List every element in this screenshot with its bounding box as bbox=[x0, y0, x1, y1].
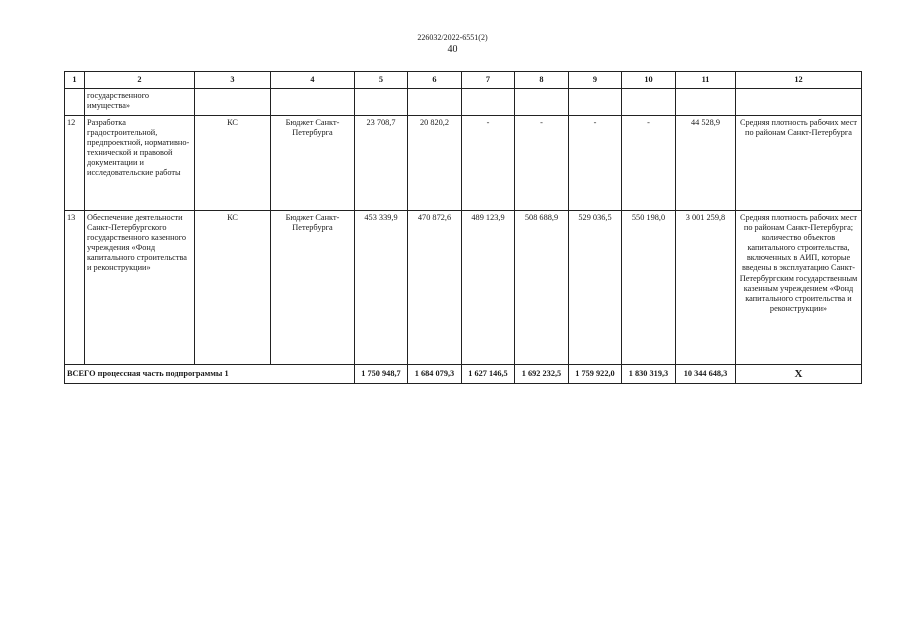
total-value-cell: 10 344 648,3 bbox=[676, 365, 736, 384]
value-cell bbox=[622, 89, 676, 116]
value-cell: - bbox=[515, 116, 569, 211]
header-cell: 11 bbox=[676, 72, 736, 89]
total-value-cell: 1 692 232,5 bbox=[515, 365, 569, 384]
indicator-cell: Средняя плотность рабочих мест по районам Санкт-Петербурга bbox=[736, 116, 862, 211]
header-cell: 5 bbox=[355, 72, 408, 89]
customer-cell bbox=[195, 89, 271, 116]
total-value-cell: 1 759 922,0 bbox=[569, 365, 622, 384]
value-cell: 453 339,9 bbox=[355, 211, 408, 365]
value-cell: 489 123,9 bbox=[462, 211, 515, 365]
activity-name-cell: государственного имущества» bbox=[85, 89, 195, 116]
header-cell: 1 bbox=[65, 72, 85, 89]
value-cell: 3 001 259,8 bbox=[676, 211, 736, 365]
row-number-cell: 13 bbox=[65, 211, 85, 365]
value-cell bbox=[462, 89, 515, 116]
funding-source-cell: Бюджет Санкт-Петербурга bbox=[271, 211, 355, 365]
total-mark-cell: Х bbox=[736, 365, 862, 384]
table-row bbox=[65, 116, 862, 211]
value-cell: 23 708,7 bbox=[355, 116, 408, 211]
value-cell: - bbox=[622, 116, 676, 211]
row-number-cell: 12 bbox=[65, 116, 85, 211]
table-header-row bbox=[65, 72, 862, 89]
header-cell: 3 bbox=[195, 72, 271, 89]
header-cell: 10 bbox=[622, 72, 676, 89]
header-cell: 2 bbox=[85, 72, 195, 89]
value-cell: 550 198,0 bbox=[622, 211, 676, 365]
value-cell: 20 820,2 bbox=[408, 116, 462, 211]
value-cell: - bbox=[462, 116, 515, 211]
total-value-cell: 1 750 948,7 bbox=[355, 365, 408, 384]
activity-name-cell: Обеспечение деятельности Санкт-Петербургского государственного казенного учреждения «Фонд капитального строительства и реконструкции» bbox=[85, 211, 195, 365]
total-row bbox=[65, 365, 862, 384]
funding-source-cell bbox=[271, 89, 355, 116]
customer-cell: КС bbox=[195, 116, 271, 211]
table-row bbox=[65, 211, 862, 365]
total-value-cell: 1 684 079,3 bbox=[408, 365, 462, 384]
header-cell: 4 bbox=[271, 72, 355, 89]
total-value-cell: 1 627 146,5 bbox=[462, 365, 515, 384]
total-label: ВСЕГО процессная часть подпрограммы 1 bbox=[65, 365, 355, 384]
total-value-cell: 1 830 319,3 bbox=[622, 365, 676, 384]
header-cell: 8 bbox=[515, 72, 569, 89]
row-number-cell bbox=[65, 89, 85, 116]
value-cell: 470 872,6 bbox=[408, 211, 462, 365]
indicator-cell bbox=[736, 89, 862, 116]
value-cell bbox=[676, 89, 736, 116]
header-cell: 6 bbox=[408, 72, 462, 89]
value-cell: 529 036,5 bbox=[569, 211, 622, 365]
value-cell: 44 528,9 bbox=[676, 116, 736, 211]
document-code: 226032/2022-6551(2) bbox=[417, 33, 488, 42]
funding-source-cell: Бюджет Санкт-Петербурга bbox=[271, 116, 355, 211]
header-cell: 7 bbox=[462, 72, 515, 89]
value-cell: 508 688,9 bbox=[515, 211, 569, 365]
value-cell bbox=[355, 89, 408, 116]
indicator-cell: Средняя плотность рабочих мест по районам Санкт-Петербурга; количество объектов капитального строительства, включенных в АИП, которые введены в эксплуатацию Санкт-Петербургским государственным казенным учреждением «Фонд капитального строительства и реконструкции» bbox=[736, 211, 862, 365]
table-row-continued bbox=[65, 89, 862, 116]
page-number: 40 bbox=[447, 44, 458, 55]
header-cell: 12 bbox=[736, 72, 862, 89]
customer-cell: КС bbox=[195, 211, 271, 365]
value-cell bbox=[569, 89, 622, 116]
value-cell bbox=[515, 89, 569, 116]
activity-name-cell: Разработка градостроительной, предпроектной, нормативно-технической и правовой документации и исследовательские работы bbox=[85, 116, 195, 211]
header-cell: 9 bbox=[569, 72, 622, 89]
program-table bbox=[64, 71, 862, 384]
value-cell bbox=[408, 89, 462, 116]
value-cell: - bbox=[569, 116, 622, 211]
